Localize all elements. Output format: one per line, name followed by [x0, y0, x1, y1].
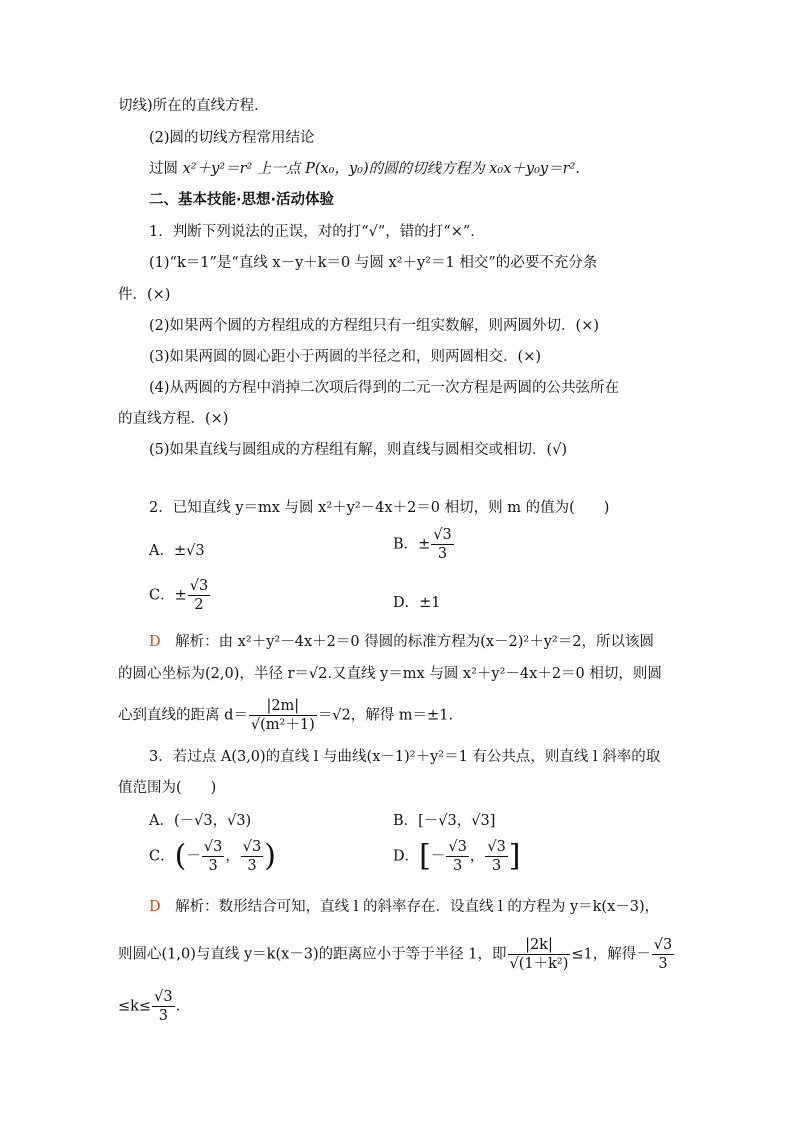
- answer-2-line: 的圆心坐标为(2,0)，半径 r＝√2.又直线 y＝mx 与圆 x²＋y²－4x＋2＝0 相切，则圆: [118, 666, 662, 682]
- question-2: 2．已知直线 y＝mx 与圆 x²＋y²－4x＋2＝0 相切，则 m 的值为( ): [149, 500, 610, 516]
- section-heading: 二、基本技能·思想·活动体验: [149, 192, 335, 208]
- answer-3-line: D 解析：数形结合可知，直线 l 的斜率存在．设直线 l 的方程为 y＝k(x－3)，: [149, 899, 660, 915]
- fraction: $\frac{|2k|}{\text{√(1＋k²)}}$: [509, 937, 569, 972]
- option-d: D．[－ $\frac{√3}{3}$ ， $\frac{√3}{3}$ ]: [393, 838, 521, 874]
- question-3: 3．若过点 A(3,0)的直线 l 与曲线(x－1)²＋y²＝1 有公共点，则直线 l 斜率的取: [149, 749, 661, 765]
- statement-1: (1)“k＝1”是“直线 x－y＋k＝0 与圆 x²＋y²＝1 相交”的必要不充分条: [149, 255, 598, 271]
- statement-1-cont: 件．(×): [118, 287, 171, 303]
- answer-3-line: ≤k≤ $\frac{√3}{3}$ .: [118, 989, 181, 1024]
- answer-letter: D: [149, 634, 161, 650]
- fraction: $\frac{√3}{3}$: [433, 527, 452, 562]
- text-line: (2)圆的切线方程常用结论: [149, 130, 315, 146]
- fraction: $\frac{√3}{3}$: [154, 989, 173, 1024]
- statement-4: (4)从两圆的方程中消掉二次项后得到的二元一次方程是两圆的公共弦所在: [149, 380, 620, 396]
- question-1: 1．判断下列说法的正误，对的打“√”，错的打“×”．: [149, 224, 485, 240]
- fraction: $\frac{√3}{3}$: [448, 839, 467, 874]
- fraction: $\frac{|2m|}{\text{√(m²＋1)}}$: [250, 698, 315, 733]
- fraction: $\frac{√3}{3}$: [203, 839, 223, 874]
- option-b: B．± $\frac{√3}{3}$: [393, 527, 452, 562]
- question-3-cont: 值范围为( ): [118, 780, 217, 796]
- option-c: C．(－ $\frac{√3}{3}$ ， $\frac{√3}{3}$ ): [149, 838, 276, 874]
- fraction: $\frac{√3}{3}$: [242, 839, 262, 874]
- option-a: A．(－√3，√3): [149, 813, 252, 829]
- answer-2-line: D 解析：由 x²＋y²－4x＋2＝0 得圆的标准方程为(x－2)²＋y²＝2，所以该圆: [149, 634, 654, 650]
- statement-2: (2)如果两个圆的方程组成的方程组只有一组实数解，则两圆外切．(×): [149, 318, 600, 334]
- statement-5: (5)如果直线与圆组成的方程组有解，则直线与圆相交或相切．(√): [149, 442, 568, 458]
- statement-3: (3)如果两圆的圆心距小于两圆的半径之和，则两圆相交．(×): [149, 349, 542, 365]
- text-line: 切线)所在的直线方程．: [118, 98, 269, 114]
- fraction: $\frac{√3}{2}$: [189, 578, 209, 613]
- option-d: D．±1: [393, 595, 441, 611]
- statement-4-cont: 的直线方程．(×): [118, 411, 229, 427]
- fraction: $\frac{√3}{3}$: [653, 937, 673, 972]
- fraction: $\frac{√3}{3}$: [487, 839, 506, 874]
- text-line: 过圆 x²＋y²＝r² 上一点 P(x₀，y₀)的圆的切线方程为 x₀x＋y₀y＝r².: [149, 161, 580, 177]
- answer-2-line: 心到直线的距离 d＝ $\frac{|2m|}{\text{√(m²＋1)}}$ ＝√2，解得 m＝±1.: [118, 698, 454, 733]
- option-c: C．± $\frac{√3}{2}$: [149, 578, 209, 613]
- option-b: B．[－√3，√3]: [393, 813, 496, 829]
- answer-3-line: 则圆心(1,0)与直线 y＝k(x－3)的距离应小于等于半径 1，即 $\frac{|2k|}{\text{√(1＋k²)}}$ ≤1，解得－ $\frac{√3}{3}$: [118, 937, 673, 972]
- answer-letter: D: [149, 899, 161, 915]
- option-a: A．±√3: [149, 543, 205, 559]
